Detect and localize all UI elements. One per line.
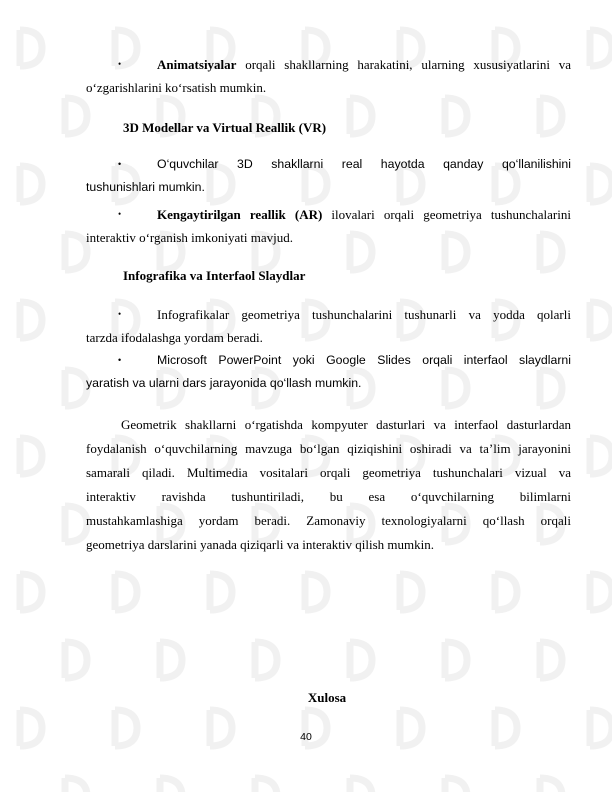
watermark-shape xyxy=(305,574,327,610)
watermark-shape xyxy=(590,30,612,66)
watermark-shape xyxy=(160,642,182,678)
watermark-shape xyxy=(255,778,277,792)
watermark-shape xyxy=(540,98,562,134)
paragraph-line: foydalanish o‘quvchilarning mavzuga bo‘lgan qiziqishini oshiradi va ta’lim jarayonini xyxy=(86,441,571,456)
list-item-continuation: interaktiv o‘rganish imkoniyati mavjud. xyxy=(86,230,294,245)
watermark-shape xyxy=(115,574,137,610)
paragraph-line: Geometrik shakllarni o‘rgatishda kompyuter dasturlari va interfaol dasturlardan xyxy=(121,417,571,432)
list-item-3d-shakllar xyxy=(86,153,571,199)
watermark-shape xyxy=(400,574,422,610)
bullet-marker: • xyxy=(118,355,122,365)
watermark-shape xyxy=(20,438,42,474)
list-item-text: Infografikalar geometriya tushunchalarini tushunarli va yodda qolarli xyxy=(157,307,571,322)
watermark-shape xyxy=(350,778,372,792)
watermark-shape xyxy=(20,166,42,202)
watermark-shape xyxy=(590,438,612,474)
list-item-animatsiyalar xyxy=(86,53,571,99)
list-item-slaydlar xyxy=(86,349,571,395)
bullet-marker: • xyxy=(118,159,122,169)
body-paragraph xyxy=(86,413,571,557)
bullet-marker: • xyxy=(118,59,122,69)
watermark-shape xyxy=(20,302,42,338)
watermark-shape xyxy=(65,234,87,270)
watermark-shape xyxy=(590,574,612,610)
watermark-shape xyxy=(65,370,87,406)
conclusion-heading: Xulosa xyxy=(307,690,347,705)
term-animatsiyalar: Animatsiyalar xyxy=(157,57,237,72)
list-item-infografikalar xyxy=(86,303,571,349)
bullet-marker: • xyxy=(118,209,122,219)
list-item-ar xyxy=(86,203,571,249)
list-item-text: orqali shakllarning harakatini, ularning xususiyatlarini va xyxy=(236,57,571,72)
watermark-shape xyxy=(445,642,467,678)
watermark-shape xyxy=(65,506,87,542)
section-heading-infografika: Infografika va Interfaol Slaydlar xyxy=(123,268,306,283)
watermark-shape xyxy=(540,778,562,792)
watermark-shape xyxy=(445,98,467,134)
paragraph-line: interaktiv ravishda tushuntiriladi, bu esa o‘quvchilarning bilimlarni xyxy=(86,489,571,504)
list-item-text: Microsoft PowerPoint yoki Google Slides orqali interfaol slaydlarni xyxy=(157,353,571,367)
watermark-shape xyxy=(210,574,232,610)
bullet-marker: • xyxy=(118,309,122,319)
watermark-shape xyxy=(160,778,182,792)
watermark-shape xyxy=(20,574,42,610)
term-ar: Kengaytirilgan reallik (AR) xyxy=(157,207,323,222)
watermark-shape xyxy=(350,98,372,134)
watermark-shape xyxy=(445,778,467,792)
list-item-text: O‘quvchilar 3D shakllarni real hayotda qanday qo‘llanilishini xyxy=(157,157,571,171)
watermark-shape xyxy=(590,166,612,202)
list-item-continuation: tarzda ifodalashga yordam beradi. xyxy=(86,330,263,345)
watermark-shape xyxy=(350,642,372,678)
watermark-shape xyxy=(255,642,277,678)
watermark-shape xyxy=(65,778,87,792)
watermark-shape xyxy=(540,642,562,678)
list-item-continuation: yaratish va ularni dars jarayonida qo‘llash mumkin. xyxy=(86,376,362,390)
list-item-text: ilovalari orqali geometriya tushunchalarini xyxy=(322,207,571,222)
watermark-shape xyxy=(65,642,87,678)
section-heading-vr: 3D Modellar va Virtual Reallik (VR) xyxy=(123,120,327,135)
list-item-continuation: tushunishlari mumkin. xyxy=(86,180,205,194)
watermark-shape xyxy=(20,30,42,66)
paragraph-line: samarali qiladi. Multimedia vositalari orqali geometriya tushunchalari vizual va xyxy=(86,465,571,480)
list-item-continuation: o‘zgarishlarini ko‘rsatish mumkin. xyxy=(86,80,267,95)
watermark-shape xyxy=(495,574,517,610)
paragraph-line: geometriya darslarini yanada qiziqarli va interaktiv qilish mumkin. xyxy=(86,537,435,552)
watermark-shape xyxy=(590,302,612,338)
paragraph-line: mustahkamlashiga yordam beradi. Zamonaviy texnologiyalarni qo‘llash orqali xyxy=(86,513,571,528)
page-number: 40 xyxy=(300,731,312,743)
watermark-shape xyxy=(65,98,87,134)
